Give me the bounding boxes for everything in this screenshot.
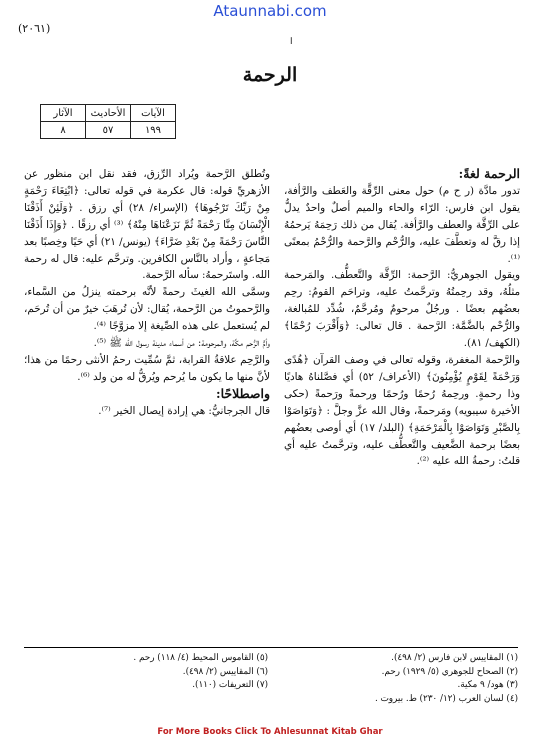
- paragraph: وسمَّى الله الغيثَ رحمةً لأنَّه برحمته ينزلُ من السَّماء، والرَّحموتُ من الرَّحمة، يُقال: لأن تُرهَبَ خيرٌ من أن تُرحَم، لم يُستعمل على هذه الصِّيغة إلا مزوَّجًا ⁽⁴⁾.: [24, 286, 270, 333]
- right-text-column: [284, 166, 520, 470]
- section-heading: واصطلاحًا:: [216, 385, 270, 401]
- stats-header-row: [41, 105, 176, 122]
- footnotes-right: [284, 652, 518, 706]
- footnote: (١) المقاييس لابن فارس (٢/ ٤٩٨).: [391, 653, 518, 663]
- footnote-divider: [24, 647, 518, 648]
- stats-header-cell: الآيات: [131, 105, 176, 122]
- footnote: (٢) الصحاح للجوهري (٥/ ١٩٢٩) رحم.: [381, 666, 518, 677]
- stats-table: [40, 104, 176, 139]
- footnote: (٦) المقاييس (٢/ ٤٩٨).: [182, 666, 268, 677]
- paragraph: تدور مادَّة (ر ح م) حول معنى الرِّقَّة والعَطف والرَّأفة، يقول ابن فارس: الرّاء والحاء والميم أصلٌ واحدٌ يدلُّ على الرِّقَّة والعطف والرَّأفة. يُقال من ذلك رَحِمَهُ يَرحمُهُ إذا رقَّ له وتعطَّفَ عليه، والرُّحْم والرَّحمة والرُّحْمُ بمعنًى ⁽¹⁾.: [284, 184, 520, 265]
- page-mark: ا: [290, 37, 293, 47]
- footnote: (٤) لسان العرب (١٢/ ٢٣٠) ط. بيروت .: [374, 693, 518, 704]
- page-number: (٢٠٦١): [18, 22, 51, 35]
- footnotes-left: [28, 652, 268, 693]
- paragraph: والرَّحمة المغفرة، وقوله تعالى في وصف القرآن ﴿هُدًى وَرَحْمَةً لِقَوْمٍ يُؤْمِنُونَ﴾ (الأعراف/ ٥٢) أي فصَّلناهُ هاديًا وذا رحمةٍ. ورحِمهُ رُحمًا ورُحمًا ورحمةً ورَحمةً (حكى الأخيرة سيبويه) ومَرحمةً، وقال الله عزَّ وجلَّ : ﴿وَتَوَاصَوْا بِالصَّبْرِ وَتَوَاصَوْا بِالْمَرْحَمَةِ﴾ (البلد/ ١٧) أي أوصى بعضُهم بعضًا برحمة الضَّعيف والتَّعطُّف عليه، وترحَّمتُ عليه أي قلتُ: رحمةُ الله عليه ⁽²⁾.: [284, 353, 521, 468]
- footer-link-text: For More Books Click To Ahlesunnat Kitab Ghar: [157, 727, 383, 737]
- footnote: (٧) التعريفات (١١٠).: [192, 680, 268, 691]
- stats-value-cell: ٥٧: [86, 122, 131, 139]
- stats-header-cell: الأحاديث: [86, 105, 131, 122]
- section-heading: الرحمة لغةً:: [458, 166, 520, 181]
- stats-value-cell: ٨: [41, 122, 86, 139]
- site-watermark: Atаunnabi.com: [213, 2, 327, 20]
- paragraph: وتُطلق الرَّحمة ويُراد الرِّزق، فقد نقل ابن منظور عن الأزهريِّ قوله: قال عكرمة في قوله تعالى: ﴿ابْتِغَاءَ رَحْمَةٍ مِنْ رَبِّكَ تَرْجُوهَا﴾ (الإسراء/ ٢٨) أي رزق . ﴿وَلَئِنْ أَذَقْنَا الْإِنْسَانَ مِنَّا رَحْمَةً ثُمَّ نَزَعْنَاهَا مِنْهُ﴾ ⁽³⁾ أي رزقًا . ﴿وَإِذَا أَذَقْنَا النَّاسَ رَحْمَةً مِنْ بَعْدِ ضَرَّاءَ﴾ (يونس/ ٢١) أي حَيًا وخِصبًا بعد مَجاعةٍ ، وأراد بالنَّاس الكافرين. وترحَّم عليه: قال له رحمة الله. واستَرحمهُ: سأله الرَّحمة.: [24, 168, 270, 282]
- footnote: (٥) القاموس المحيط (٤/ ١١٨) رحم .: [133, 653, 268, 663]
- page-title: الرحمة: [242, 64, 298, 86]
- left-text-column: [24, 166, 270, 420]
- stats-header-cell: الآثار: [41, 105, 86, 122]
- paragraph: ويقول الجوهريُّ: الرَّحمة: الرِّقَّة والتَّعطُّف. والمَرحمة مثلُهُ، وقد رحِمتُهُ وترحَّمتُ عليه، وتراحَم القومُ: رحِم بعضُهم بعضًا . ورجُلٌ مرحومٌ ومُرحَّمٌ، شُدِّد للمُبالغة، والرُّحْم بالضَّمَّة: الرَّحمة . قال تعالى: ﴿وَأَقْرَبَ رُحْمًا﴾ (الكهف/ ٨١).: [284, 269, 520, 350]
- paragraph: وأمُّ الرُّحم مكَّة، والمرحومة: من أسماء مدينة رسول الله ﷺ ⁽⁵⁾.: [93, 337, 270, 350]
- stats-value-cell: ١٩٩: [131, 122, 176, 139]
- paragraph: والرَّحِم علاقةُ القرابة، ثمَّ سُمِّيت رحمُ الأنثى رحمًا من هذا؛ لأنَّ منها ما يكون ما يُرحم ويُرقُّ له من ولد ⁽⁶⁾.: [24, 353, 270, 383]
- paragraph: قال الجرجانيُّ: هي إرادة إيصال الخير ⁽⁷⁾.: [98, 404, 270, 417]
- stats-value-row: [41, 122, 176, 139]
- footnote: (٣) هود/ ٩ مكية.: [457, 680, 518, 691]
